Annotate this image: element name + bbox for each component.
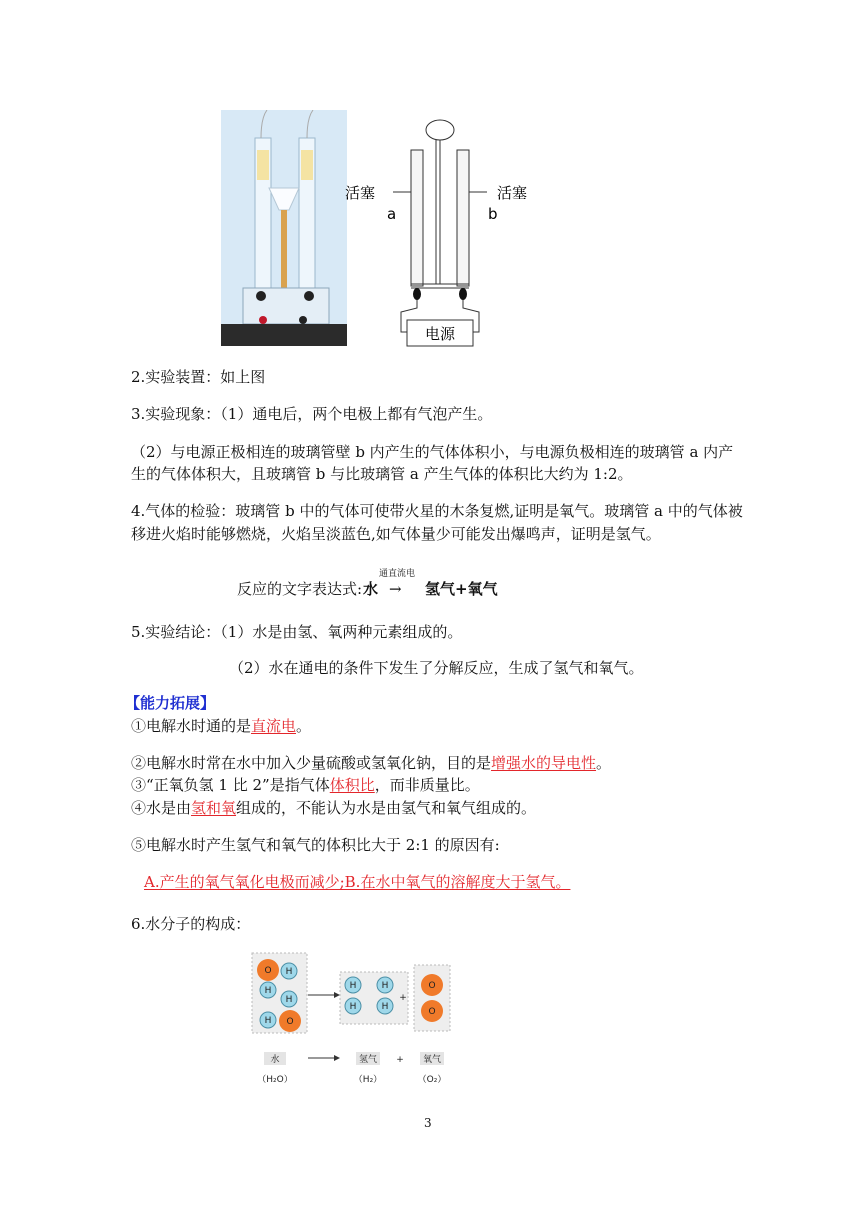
extension-title: 【能力拓展】 [125, 694, 216, 712]
word-equation [237, 566, 537, 606]
section5-line1: 5.实验结论：（1）水是由氢、氧两种元素组成的。 [131, 623, 463, 641]
equation-reactant: 水 [363, 580, 379, 598]
svg-text:O: O [286, 1017, 294, 1027]
extension-item2: ②电解水时常在水中加入少量硫酸或氢氧化钠，目的是增强水的导电性。 [131, 754, 612, 772]
section2-setup: 2.实验装置：如上图 [131, 368, 266, 386]
svg-text:+: + [399, 993, 407, 1003]
stopcock-left-label: 活塞 [345, 184, 376, 202]
svg-text:O: O [428, 1007, 436, 1017]
svg-text:氢气: 氢气 [358, 1055, 378, 1065]
section3-line1: 3.实验现象：（1）通电后，两个电极上都有气泡产生。 [131, 405, 493, 423]
water-molecule-diagram [250, 950, 460, 1090]
svg-text:+: + [396, 1055, 404, 1065]
section5-line2: （2）水在通电的条件下发生了分解反应，生成了氢气和氧气。 [229, 659, 644, 677]
svg-text:H: H [349, 981, 357, 991]
svg-text:H: H [381, 1002, 389, 1012]
equation-products: 氢气+氧气 [425, 580, 498, 598]
extension-item1: ①电解水时通的是直流电。 [131, 717, 312, 735]
svg-text:H: H [264, 986, 272, 996]
extension-item5-answer: A.产生的氧气氧化电极而减少;B.在水中氧气的溶解度大于氢气。 [144, 873, 571, 891]
extension-item3: ③“正氧负氢 1 比 2”是指气体体积比，而非质量比。 [131, 776, 480, 794]
section4-line1: 4.气体的检验：玻璃管 b 中的气体可使带火星的木条复燃,证明是氧气。玻璃管 a 中的气体被 [131, 502, 743, 520]
equation-prefix: 反应的文字表达式: [237, 580, 363, 598]
section4-line2: 移进火焰时能够燃烧，火焰呈淡蓝色,如气体量少可能发出爆鸣声，证明是氢气。 [131, 525, 661, 543]
section3-line2: （2）与电源正极相连的玻璃管壁 b 内产生的气体体积小，与电源负极相连的玻璃管 a 内产 [131, 443, 734, 461]
svg-text:H: H [349, 1002, 357, 1012]
equation-arrow: → [389, 580, 402, 598]
answer-dc: 直流电 [251, 717, 297, 735]
svg-text:（H₂O）: （H₂O） [257, 1075, 293, 1085]
apparatus-photo [221, 110, 347, 346]
svg-text:水: 水 [270, 1055, 280, 1065]
tube-a-label: a [387, 205, 397, 223]
svg-text:H: H [264, 1016, 272, 1026]
power-source-label: 电源 [424, 325, 456, 343]
section3-line3: 生的气体体积大，且玻璃管 b 与比玻璃管 a 产生气体的体积比大约为 1:2。 [131, 465, 633, 483]
svg-text:（H₂）: （H₂） [353, 1075, 383, 1085]
answer-volume-ratio: 体积比 [329, 776, 375, 794]
extension-item5: ⑤电解水时产生氢气和氧气的体积比大于 2:1 的原因有: [131, 836, 500, 854]
svg-text:H: H [285, 995, 293, 1005]
svg-text:O: O [428, 981, 436, 991]
extension-item4: ④水是由氢和氧组成的，不能认为水是由氢气和氧气组成的。 [131, 799, 537, 817]
page-number: 3 [424, 1116, 432, 1130]
answer-elements: 氢和氧 [191, 799, 237, 817]
svg-text:H: H [285, 967, 293, 977]
svg-text:（O₂）: （O₂） [417, 1075, 447, 1085]
tube-b-label: b [488, 205, 498, 223]
svg-text:氧气: 氧气 [422, 1055, 442, 1065]
stopcock-right-label: 活塞 [497, 184, 528, 202]
svg-text:H: H [381, 981, 389, 991]
svg-text:O: O [264, 966, 272, 976]
equation-condition: 通直流电 [379, 569, 416, 579]
apparatus-schematic [345, 112, 535, 348]
section6-title: 6.水分子的构成： [131, 915, 251, 933]
answer-conductivity: 增强水的导电性 [491, 754, 597, 772]
